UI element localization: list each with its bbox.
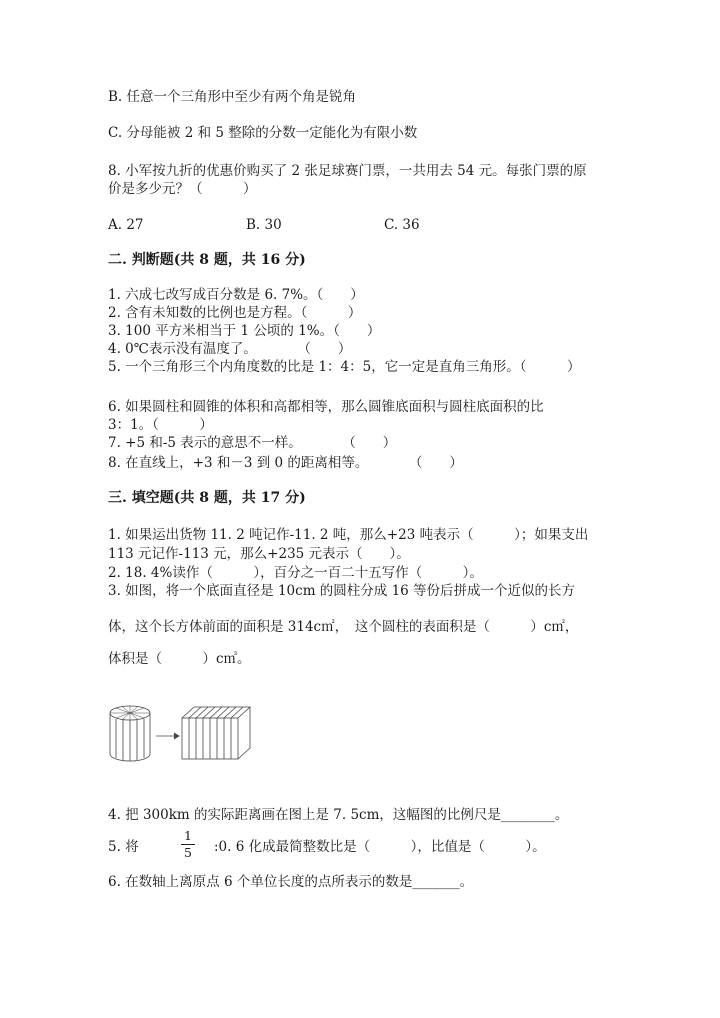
section2-title: 二. 判断题(共 8 题，共 16 分) bbox=[108, 252, 306, 268]
cylinder-to-cuboid-figure bbox=[104, 700, 254, 768]
fill-q5-suffix: :0. 6 化成最简整数比是（ ），比值是（ ）。 bbox=[214, 839, 546, 855]
judge-item-8: 8. 在直线上，+3 和－3 到 0 的距离相等。 （ ） bbox=[108, 455, 463, 471]
fill-q6: 6. 在数轴上离原点 6 个单位长度的点所表示的数是_______。 bbox=[108, 874, 474, 890]
choice-b-option: B. 任意一个三角形中至少有两个角是锐角 bbox=[108, 89, 357, 105]
judge-item-2: 2. 含有未知数的比例也是方程。（ ） bbox=[108, 305, 362, 321]
fraction-one-fifth bbox=[181, 829, 195, 860]
option-b: B. 30 bbox=[246, 217, 282, 233]
judge-item-3: 3. 100 平方米相当于 1 公顷的 1%。（ ） bbox=[108, 323, 381, 339]
choice-c-option: C. 分母能被 2 和 5 整除的分数一定能化为有限小数 bbox=[108, 125, 418, 141]
judge-item-5: 5. 一个三角形三个内角度数的比是 1：4：5，它一定是直角三角形。（ ） bbox=[108, 359, 581, 375]
fraction-numerator: 1 bbox=[184, 828, 192, 843]
question-8-line2: 价是多少元？（ ） bbox=[108, 181, 257, 197]
question-8-line1: 8. 小军按九折的优惠价购买了 2 张足球赛门票，一共用去 54 元。每张门票的原 bbox=[108, 163, 587, 179]
fill-q3-line2: 体，这个长方体前面的面积是 314c㎡， 这个圆柱的表面积是（ ）c㎡， bbox=[108, 619, 579, 635]
fill-q5-prefix: 5. 将 bbox=[108, 839, 139, 855]
judge-item-6-cont: 3：1。（ ） bbox=[108, 417, 213, 433]
fill-q3-line1: 3. 如图，将一个底面直径是 10cm 的圆柱分成 16 等份后拼成一个近似的长方 bbox=[108, 583, 576, 599]
fraction-denominator: 5 bbox=[184, 845, 192, 860]
option-a: A. 27 bbox=[108, 217, 144, 233]
fill-q1-line1: 1. 如果运出货物 11. 2 吨记作-11. 2 吨，那么+23 吨表示（ ）；如果支出 bbox=[108, 527, 589, 543]
option-c: C. 36 bbox=[384, 217, 420, 233]
judge-item-7: 7. +5 和-5 表示的意思不一样。 （ ） bbox=[108, 435, 397, 451]
fill-q4: 4. 把 300km 的实际距离画在图上是 7. 5cm，这幅图的比例尺是________。 bbox=[108, 807, 569, 823]
judge-item-6: 6. 如果圆柱和圆锥的体积和高都相等，那么圆锥底面积与圆柱底面积的比 bbox=[108, 399, 544, 415]
fill-q3-line3: 体积是（ ）c㎥。 bbox=[108, 651, 251, 667]
judge-item-4: 4. 0℃表示没有温度了。 （ ） bbox=[108, 341, 352, 357]
section3-title: 三. 填空题(共 8 题，共 17 分) bbox=[108, 490, 306, 506]
judge-item-1: 1. 六成七改写成百分数是 6. 7%。（ ） bbox=[108, 287, 364, 303]
fill-q2: 2. 18. 4%读作（ ），百分之一百二十五写作（ ）。 bbox=[108, 565, 483, 581]
fill-q1-line2: 113 元记作-113 元，那么+235 元表示（ ）。 bbox=[108, 546, 410, 562]
